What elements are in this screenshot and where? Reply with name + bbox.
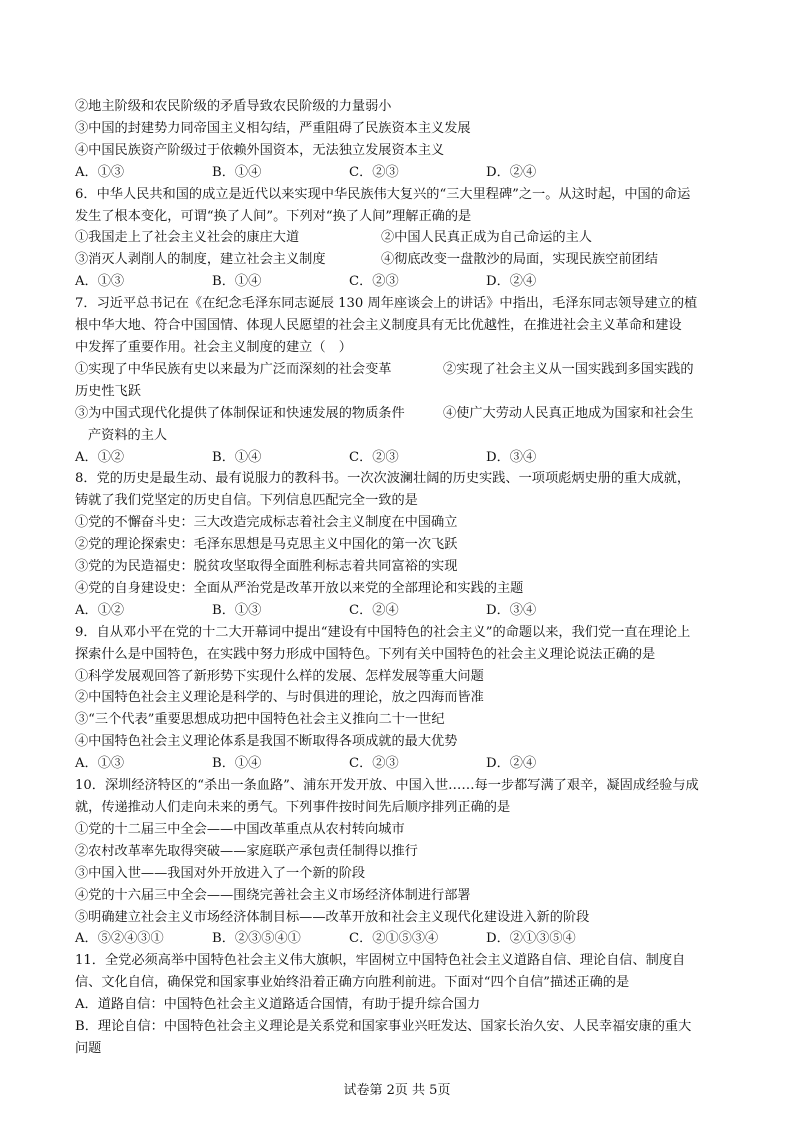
option-b: B．②③⑤④①	[212, 931, 301, 947]
option-c: C．②④	[349, 602, 399, 618]
option-b: B．①④	[212, 449, 262, 465]
option-b: B．①③	[212, 602, 262, 618]
option-d: D．②④	[486, 756, 537, 772]
q8-item-4: ④党的自身建设史：全面从严治党是改革开放以来党的全部理论和实践的主题	[75, 580, 524, 596]
q6-options	[75, 271, 725, 293]
q10-options	[75, 928, 725, 950]
q7-stem: 7．习近平总书记在《在纪念毛泽东同志诞辰 130 周年座谈会上的讲话》中指出，毛泽东同志领导建立的植	[75, 296, 698, 312]
page-footer: 试卷第 2页 共 5页	[343, 1083, 451, 1098]
option-a: A．①③	[75, 164, 125, 180]
option-d: D．②①③⑤④	[486, 931, 576, 947]
q8-item-1: ①党的不懈奋斗史：三大改造完成标志着社会主义制度在中国确立	[75, 515, 458, 531]
option-d: D．③④	[486, 449, 537, 465]
option-c: C．②③	[349, 756, 399, 772]
q10-item-2: ②农村改革率先取得突破——家庭联产承包责任制得以推行	[75, 843, 418, 859]
q11-option-b: B．理论自信：中国特色社会主义理论是关系党和国家事业兴旺发达、国家长治久安、人民幸福安康的重大	[75, 1019, 692, 1035]
q6-items-row	[75, 249, 725, 271]
q10-stem: 10．深圳经济特区的“杀出一条血路”、浦东开发开放、中国入世……每一步都写满了艰辛，凝固成经验与成	[75, 778, 699, 794]
q8-item-3: ③党的为民造福史：脱贫攻坚取得全面胜利标志着共同富裕的实现	[75, 559, 458, 575]
q8-stem: 铸就了我们党坚定的历史自信。下列信息匹配完全一致的是	[75, 493, 418, 509]
option-c: C．②①⑤③④	[349, 931, 439, 947]
q9-item-1: ①科学发展观回答了新形势下实现什么样的发展、怎样发展等重大问题	[75, 668, 484, 684]
option-d: D．③④	[486, 602, 537, 618]
option-b: B．①④	[212, 274, 262, 290]
q9-item-2: ②中国特色社会主义理论是科学的、与时俱进的理论，放之四海而皆准	[75, 690, 484, 706]
q11-stem: 11．全党必须高举中国特色社会主义伟大旗帜，牢固树立中国特色社会主义道路自信、理论自信、制度自	[75, 953, 686, 969]
q11-option-a: A．道路自信：中国特色社会主义道路适合国情，有助于提升综合国力	[75, 997, 481, 1013]
text-line: ④中国民族资产阶级过于依赖外国资本，无法独立发展资本主义	[75, 142, 445, 158]
q5-options	[75, 162, 725, 184]
option-a: A．①②	[75, 602, 125, 618]
q7-item-2: ②实现了社会主义从一国实践到多国实践的	[443, 361, 694, 377]
q9-stem: 9．自从邓小平在党的十二大开幕词中提出“建设有中国特色的社会主义”的命题以来，我们党一直在理论上	[75, 624, 691, 640]
q9-stem: 探索什么是中国特色，在实践中努力形成中国特色。下列有关中国特色的社会主义理论说法正确的是	[75, 646, 656, 662]
q7-item-3: ③为中国式现代化提供了体制保证和快速发展的物质条件	[75, 405, 405, 421]
q9-options	[75, 753, 725, 775]
option-a: A．①②	[75, 449, 125, 465]
q6-item-3: ③消灭人剥削人的制度，建立社会主义制度	[75, 252, 326, 268]
option-a: A．①③	[75, 756, 125, 772]
q10-stem: 就，传递推动人们走向未来的勇气。下列事件按时间先后顺序排列正确的是	[75, 800, 511, 815]
option-a: A．①③	[75, 274, 125, 290]
option-c: C．②③	[349, 449, 399, 465]
q11-option-b-cont: 问题	[75, 1040, 102, 1056]
option-a: A．⑤②④③①	[75, 931, 164, 947]
q8-stem: 8．党的历史是最生动、最有说服力的教科书。一次次波澜壮阔的历史实践、一项项彪炳史册的重大成就，	[75, 471, 691, 487]
q10-item-4: ④党的十六届三中全会——围绕完善社会主义市场经济体制进行部署	[75, 887, 471, 903]
option-c: C．②③	[349, 164, 399, 180]
q6-items-row	[75, 227, 725, 249]
q8-options	[75, 600, 725, 622]
q7-item-4-cont: 产资料的主人	[88, 427, 168, 443]
option-d: D．②④	[486, 274, 537, 290]
q7-item-2-cont: 历史性飞跃	[75, 383, 141, 399]
q10-item-5: ⑤明确建立社会主义市场经济体制目标——改革开放和社会主义现代化建设进入新的阶段	[75, 909, 590, 925]
q9-item-4: ④中国特色社会主义理论体系是我国不断取得各项成就的最大优势	[75, 734, 458, 750]
q6-item-4: ④彻底改变一盘散沙的局面，实现民族空前团结	[381, 252, 658, 268]
exam-page	[75, 96, 725, 1060]
q6-stem: 发生了根本变化，可谓“换了人间”。下列对“换了人间”理解正确的是	[75, 208, 472, 224]
q10-item-1: ①党的十二届三中全会——中国改革重点从农村转向城市	[75, 821, 405, 837]
option-c: C．②③	[349, 274, 399, 290]
q7-item-1: ①实现了中华民族有史以来最为广泛而深刻的社会变革	[75, 361, 392, 377]
q8-item-2: ②党的理论探索史：毛泽东思想是马克思主义中国化的第一次飞跃	[75, 537, 458, 553]
option-b: B．①④	[212, 756, 262, 772]
q7-options	[75, 447, 725, 469]
q7-items-row	[75, 359, 725, 381]
q9-item-3: ③“三个代表”重要思想成功把中国特色社会主义推向二十一世纪	[75, 712, 445, 728]
q7-items-row	[75, 403, 725, 425]
q6-item-1: ①我国走上了社会主义社会的康庄大道	[75, 230, 300, 246]
q7-stem: 根中华大地、符合中国国情、体现人民愿望的社会主义制度具有无比优越性，在推进社会主义革命和建设	[75, 318, 682, 334]
q11-stem: 信、文化自信，确保党和国家事业始终沿着正确方向胜利前进。下面对“四个自信”描述正确的是	[75, 975, 630, 991]
q7-item-4: ④使广大劳动人民真正地成为国家和社会生	[443, 405, 694, 421]
option-d: D．②④	[486, 164, 537, 180]
q6-item-2: ②中国人民真正成为自己命运的主人	[381, 230, 592, 246]
text-line: ②地主阶级和农民阶级的矛盾导致农民阶级的力量弱小	[75, 99, 392, 114]
text-line: ③中国的封建势力同帝国主义相勾结，严重阻碍了民族资本主义发展	[75, 120, 471, 136]
option-b: B．①④	[212, 164, 262, 180]
q7-stem: 中发挥了重要作用。社会主义制度的建立（ ）	[75, 339, 352, 355]
q6-stem: 6．中华人民共和国的成立是近代以来实现中华民族伟大复兴的“三大里程碑”之一。从这时起，中国的命运	[75, 186, 691, 202]
q10-item-3: ③中国入世——我国对外开放进入了一个新的阶段	[75, 865, 366, 881]
